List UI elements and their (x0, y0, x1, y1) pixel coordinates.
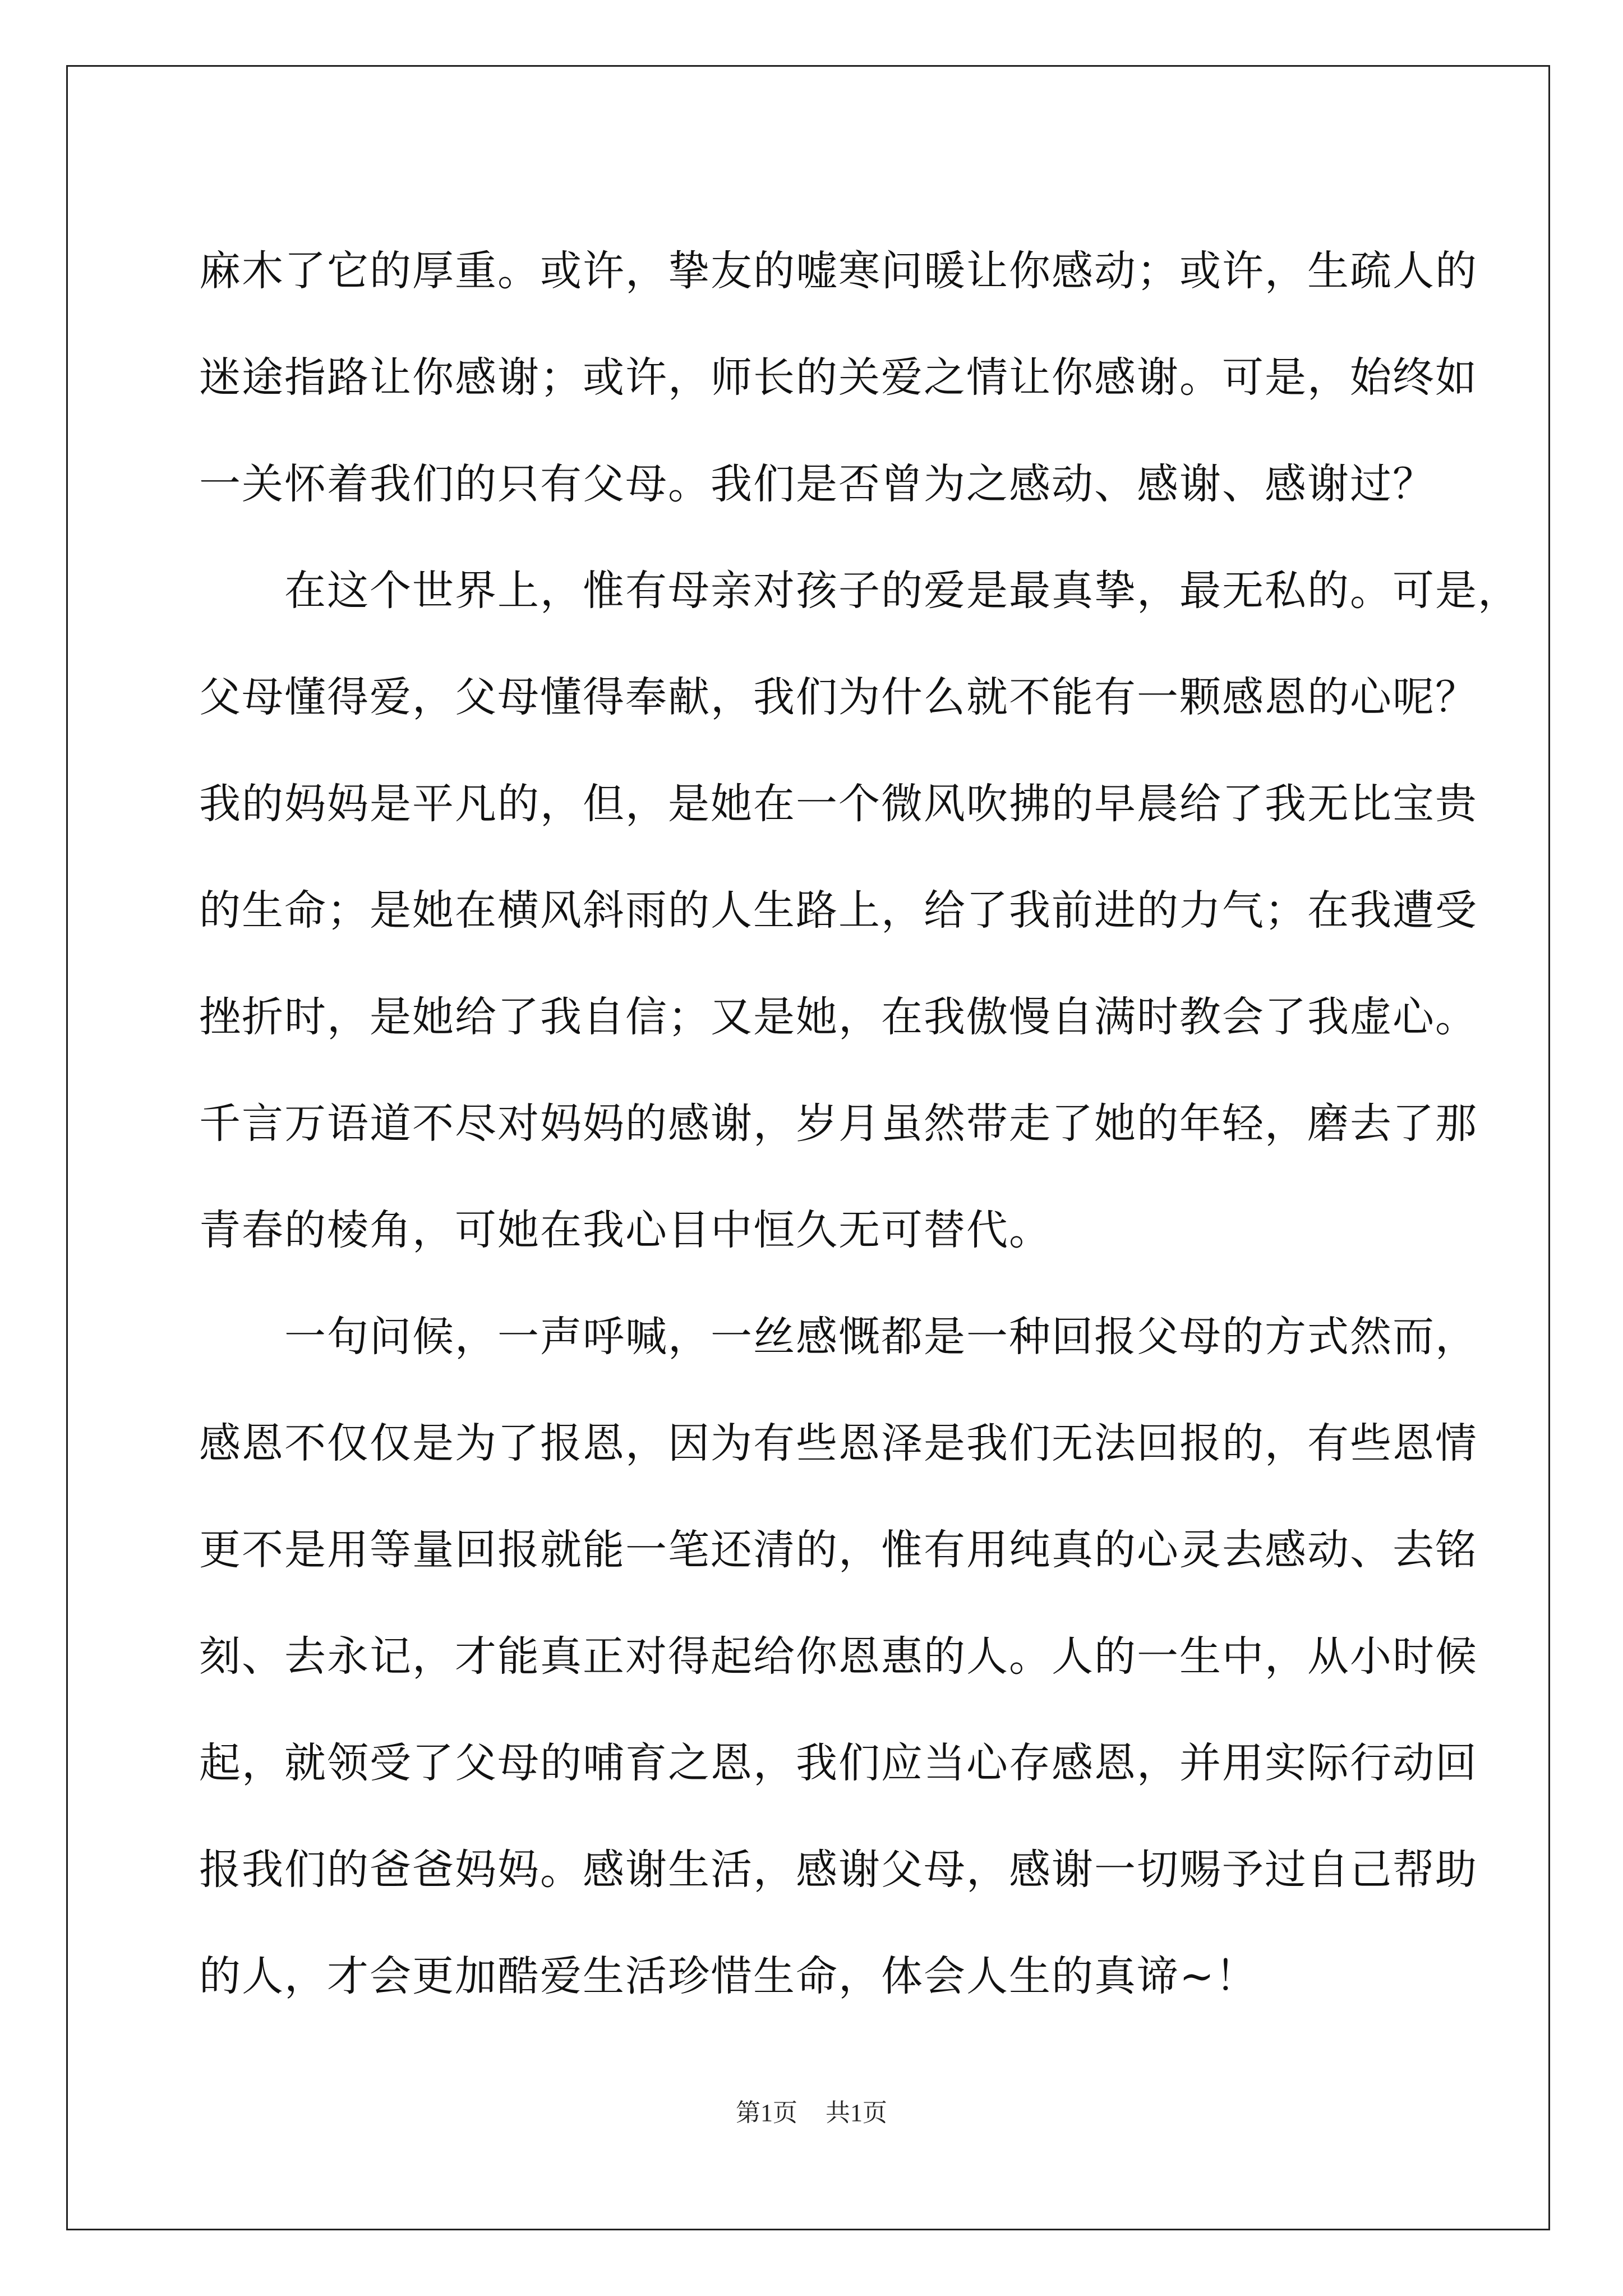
text-line: 我的妈妈是平凡的，但，是她在一个微风吹拂的早晨给了我无比宝贵 (199, 780, 1478, 828)
text-line: 的人，才会更加酷爱生活珍惜生命，体会人生的真谛~！ (199, 1952, 1258, 2000)
document-body (199, 218, 1520, 2030)
text-line: 青春的棱角，可她在我心目中恒久无可替代。 (199, 1206, 1052, 1254)
text-line: 挫折时，是她给了我自信；又是她，在我傲慢自满时教会了我虚心。 (199, 993, 1478, 1041)
text-line: 感恩不仅仅是为了报恩，因为有些恩泽是我们无法回报的，有些恩情 (199, 1419, 1478, 1467)
page-number: 第1页 (736, 2099, 797, 2127)
paragraph-start-line: 一句问候，一声呼喊，一丝感慨都是一种回报父母的方式然而， (199, 1313, 1478, 1361)
text-line: 父母懂得爱，父母懂得奉献，我们为什么就不能有一颗感恩的心呢？ (199, 673, 1478, 721)
paragraph-start-line: 在这个世界上，惟有母亲对孩子的爱是最真挚，最无私的。可是， (199, 567, 1520, 615)
page-footer (0, 2092, 1623, 2128)
text-line: 的生命；是她在横风斜雨的人生路上，给了我前进的力气；在我遭受 (199, 886, 1478, 935)
text-line: 报我们的爸爸妈妈。感谢生活，感谢父母，感谢一切赐予过自己帮助 (199, 1846, 1478, 1894)
text-line: 起，就领受了父母的哺育之恩，我们应当心存感恩，并用实际行动回 (199, 1739, 1478, 1787)
page-total: 共1页 (826, 2099, 887, 2127)
text-line: 麻木了它的厚重。或许，挚友的嘘寒问暖让你感动；或许，生疏人的 (199, 247, 1478, 295)
text-line: 迷途指路让你感谢；或许，师长的关爱之情让你感谢。可是，始终如 (199, 353, 1478, 402)
text-line: 一关怀着我们的只有父母。我们是否曾为之感动、感谢、感谢过？ (199, 460, 1435, 508)
text-line: 刻、去永记，才能真正对得起给你恩惠的人。人的一生中，从小时候 (199, 1632, 1478, 1681)
text-line: 更不是用等量回报就能一笔还清的，惟有用纯真的心灵去感动、去铭 (199, 1526, 1478, 1574)
text-line: 千言万语道不尽对妈妈的感谢，岁月虽然带走了她的年轻，磨去了那 (199, 1099, 1478, 1148)
